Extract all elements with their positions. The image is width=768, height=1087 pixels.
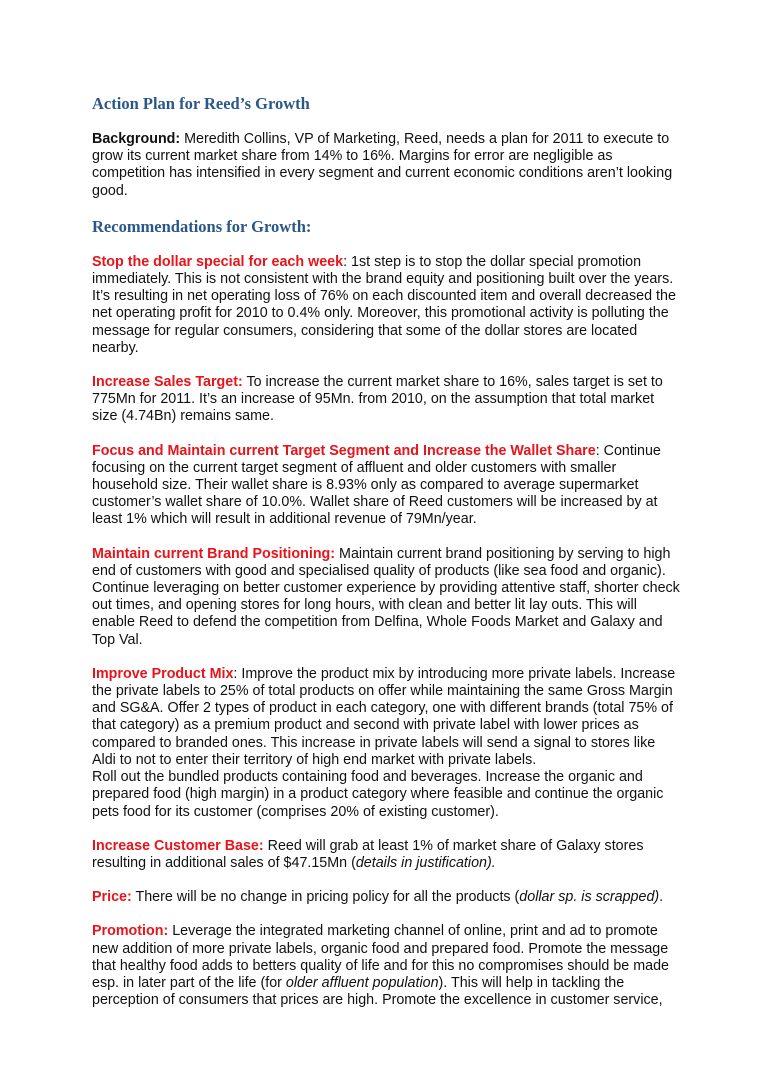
- price-text: There will be no change in pricing policy for all the products (: [131, 889, 520, 906]
- promotion-end: ). This will help in tackling the perception of consumers that prices are high. Promote the excellence in customer service,: [92, 974, 663, 1009]
- brand-positioning-text: Maintain current brand positioning by serving to high end of customers with good and specialised quality of products (like sea food and organic). Continue leveraging on better customer experience by providing attentive staff, shorter check out times, and opening stores for long hours, with clean and better lit lay outs. This will enable Reed to defend the competition from Delfina, Whole Foods Market and Galaxy and Top Val.: [92, 545, 680, 648]
- price-paragraph: [92, 889, 682, 906]
- target-segment-label: Focus and Maintain current Target Segment and Increase the Wallet Share: [92, 442, 596, 459]
- price-label: Price:: [92, 889, 132, 906]
- promotion-label: Promotion:: [92, 923, 169, 940]
- recommendations-heading: Recommendations for Growth:: [92, 216, 312, 236]
- sales-target-text: To increase the current market share to 16%, sales target is set to 775Mn for 2011. It’s an increase of 95Mn. from 2010, on the assumption that total market size (4.74Bn) remains same.: [92, 374, 663, 425]
- background-text: Meredith Collins, VP of Marketing, Reed, needs a plan for 2011 to execute to grow its current market share from 14% to 16%. Margins for error are negligible as competition has intensified in every segment and current economic conditions aren’t looking good.: [92, 131, 673, 199]
- background-paragraph: [92, 131, 682, 200]
- stop-dollar-label: Stop the dollar special for each week: [92, 253, 344, 270]
- customer-base-text: Reed will grab at least 1% of market share of Galaxy stores resulting in additional sales of $47.15Mn (: [92, 837, 644, 871]
- sales-target-label: Increase Sales Target:: [92, 374, 243, 391]
- stop-dollar-paragraph: [92, 254, 682, 357]
- product-mix-label: Improve Product Mix: [92, 665, 234, 682]
- product-mix-text: : Improve the product mix by introducing more private labels. Increase the private labels to 25% of total products on offer while maintaining the same Gross Margin and SG&A. Offer 2 types of product in each category, one with different brands (total 75% of that category) as a premium product and second with private label with lower prices as compared to branded ones. This increase in private labels will send a signal to stores like Aldi to not to enter their territory of high end market with private labels.: [92, 665, 676, 768]
- price-italic: dollar sp. is scrapped): [519, 889, 660, 906]
- document-page: [92, 94, 682, 1026]
- document-title: Action Plan for Reed’s Growth: [92, 94, 310, 113]
- product-mix-paragraph: [92, 666, 682, 769]
- customer-base-label: Increase Customer Base:: [92, 837, 264, 854]
- customer-base-italic: details in justification).: [355, 854, 496, 871]
- customer-base-paragraph: [92, 838, 682, 872]
- target-segment-text: : Continue focusing on the current target segment of affluent and older customers with smaller household size. Their wallet share is 8.93% only as compared to average supermarket customer’s wallet share of 10.0%. Wallet share of Reed customers will be increased by at least 1% which will result in additional revenue of 79Mn/year.: [92, 442, 661, 528]
- promotion-paragraph: [92, 923, 682, 1009]
- target-segment-paragraph: [92, 443, 682, 529]
- stop-dollar-text: : 1st step is to stop the dollar special promotion immediately. This is not consistent with the brand equity and positioning built over the years. It’s resulting in net operating loss of 76% on each discounted item and overall decreased the net operating profit for 2010 to 0.4% only. Moreover, this promotional activity is polluting the message for regular consumers, considering that some of the dollar stores are located nearby.: [92, 253, 676, 356]
- background-label: Background:: [92, 131, 181, 147]
- product-mix-paragraph-2: Roll out the bundled products containing food and beverages. Increase the organic and prepared food (high margin) in a product category where feasible and continue the organic pets food for its customer (comprises 20% of existing customer).: [92, 769, 664, 820]
- brand-positioning-paragraph: [92, 546, 682, 649]
- sales-target-paragraph: [92, 374, 682, 426]
- promotion-text: Leverage the integrated marketing channel of online, print and ad to promote new addition of more private labels, organic food and prepared food. Promote the message that healthy food adds to betters quality of life and for this no compromises should be made esp. in later part of the life (for: [92, 923, 669, 991]
- price-end: .: [659, 889, 664, 906]
- promotion-italic: older affluent population: [285, 974, 439, 991]
- brand-positioning-label: Maintain current Brand Positioning:: [92, 545, 336, 562]
